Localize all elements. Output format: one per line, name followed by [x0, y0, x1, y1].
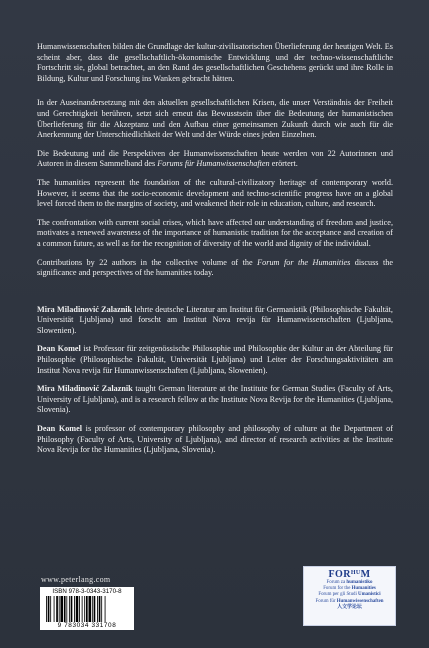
author-name: Mira Miladinović Zalaznik: [37, 304, 133, 314]
forum-logo-line: 人文学论坛: [337, 604, 362, 610]
paragraph-text: Forum for the Humanities: [257, 257, 351, 267]
barcode-bars-icon: [46, 596, 128, 622]
paragraph: [37, 424, 393, 456]
paragraph-text: ist Professor für zeitgenössische Philosophie und Philosophie der Kultur an der Abteilung für Philosophie (Philosophische Fakultät, Universität Ljubljana) und Leiter der Forschungsaktivitäten am Institut Nova revija für Humanwissenschaften (Ljubljana, Slowenien).: [37, 344, 394, 375]
paragraph: [37, 258, 393, 279]
paragraph-text: Die Bedeutung und die Perspektiven der Humanwissenschaften heute werden von 22 Autorinnen und Autoren in diesem Sammelband des: [37, 148, 393, 169]
paragraph: [37, 344, 393, 376]
author-name: Dean Komel: [37, 424, 83, 434]
forum-logo-lines: [304, 580, 395, 611]
paragraph: [37, 218, 393, 250]
paragraph: [37, 178, 393, 210]
paragraph-text: In der Auseinandersetzung mit den aktuellen gesellschaftlichen Krisen, die unser Verständnis der Freiheit und Gerechtigkeit berühren, setzt sich erneut das Bewusstsein über die Bedeutung der humanistischen Überlieferung für die Akzeptanz und den Aufbau einer gemeinsamen Zukunft durch wie auch für die Anerkennung der Unterschiedlichkeit der Welt und der Würde eines jeden Einzelnen.: [37, 98, 393, 140]
forum-logo-title: $FOR^{HU}M$: [328, 569, 371, 580]
author-name: Dean Komel: [37, 344, 81, 354]
paragraph-text: The confrontation with current social crises, which have affected our understanding of freedom and justice, motivates a renewed awareness of the importance of humanistic tradition for the acceptance and creation of a common future, as well as for the recognition of diversity of the world and dignity of the individual.: [37, 217, 393, 248]
paragraph: [37, 42, 393, 84]
forum-logo-line: Forum za humanistiko: [326, 580, 373, 585]
forum-logo: [303, 566, 396, 626]
paragraph-text: is professor of contemporary philosophy and philosophy of culture at the Department of Philosophy (Faculty of Arts, University of Ljubljana), and director of research activities at the Institute Nova Revija for the Humanities (Ljubljana, Slovenia).: [37, 424, 393, 455]
paragraph-text: taught German literature at the Institute for German Studies (Faculty of Arts, University of Ljubljana), and is a research fellow at the Institute Nova Revija for the Humanities (Ljubljana, Slovenia).: [37, 384, 393, 415]
author-name: Mira Miladinović Zalaznik: [37, 384, 133, 394]
isbn-barcode: [40, 587, 134, 630]
paragraph: [37, 98, 393, 140]
barcode-digits: 9 783034 331708: [57, 622, 117, 629]
paragraph-text: The humanities represent the foundation of the cultural-civilizatory heritage of contemporary world. However, it seems that the socio-economic development and techno-scientific progress have on a global level forced them to the margins of society, and weakened their role in education, culture, and research.: [37, 177, 393, 209]
paragraph-text: Contributions by 22 authors in the collective volume of the: [37, 257, 258, 267]
paragraph-text: erörtert.: [269, 159, 298, 169]
paragraph-text: discuss the significance and perspectives of the humanities today.: [37, 257, 393, 278]
paragraph-text: Humanwissenschaften bilden die Grundlage der kultur-zivilisatorischen Überlieferung der heutigen Welt. Es scheint aber, dass die gesellschaftlich-ökonomische Entwicklung und der techno-wissenschaftliche Fortschritt sie, global betrachtet, an den Rand des gesellschaftlichen Geschehens gerückt und ihre Rolle in Bildung, Kultur und Forschung ins Wanken gebracht hätten.: [37, 42, 393, 83]
forum-logo-line: Forum for the Humanities: [323, 586, 376, 592]
publisher-url[interactable]: www.peterlang.com: [41, 575, 111, 584]
paragraph: [37, 305, 393, 337]
paragraph-text: lehrte deutsche Literatur am Institut für Germanistik (Philosophische Fakultät, Universität Ljubljana) und forscht am Institut Nova revija für Humanwissenschaften (Ljubljana, Slowenien).: [37, 304, 393, 335]
paragraph: [37, 149, 393, 170]
isbn-number: ISBN 978-3-0343-3170-8: [52, 588, 122, 595]
forum-logo-line: Forum für Humanwissenschaften: [315, 598, 384, 604]
paragraph: [37, 384, 393, 416]
forum-logo-line: Forum per gli Studi Umanistici: [318, 592, 381, 598]
paragraph-text: Forums für Humanwissenschaften: [157, 159, 270, 169]
cover-text: [37, 42, 393, 464]
